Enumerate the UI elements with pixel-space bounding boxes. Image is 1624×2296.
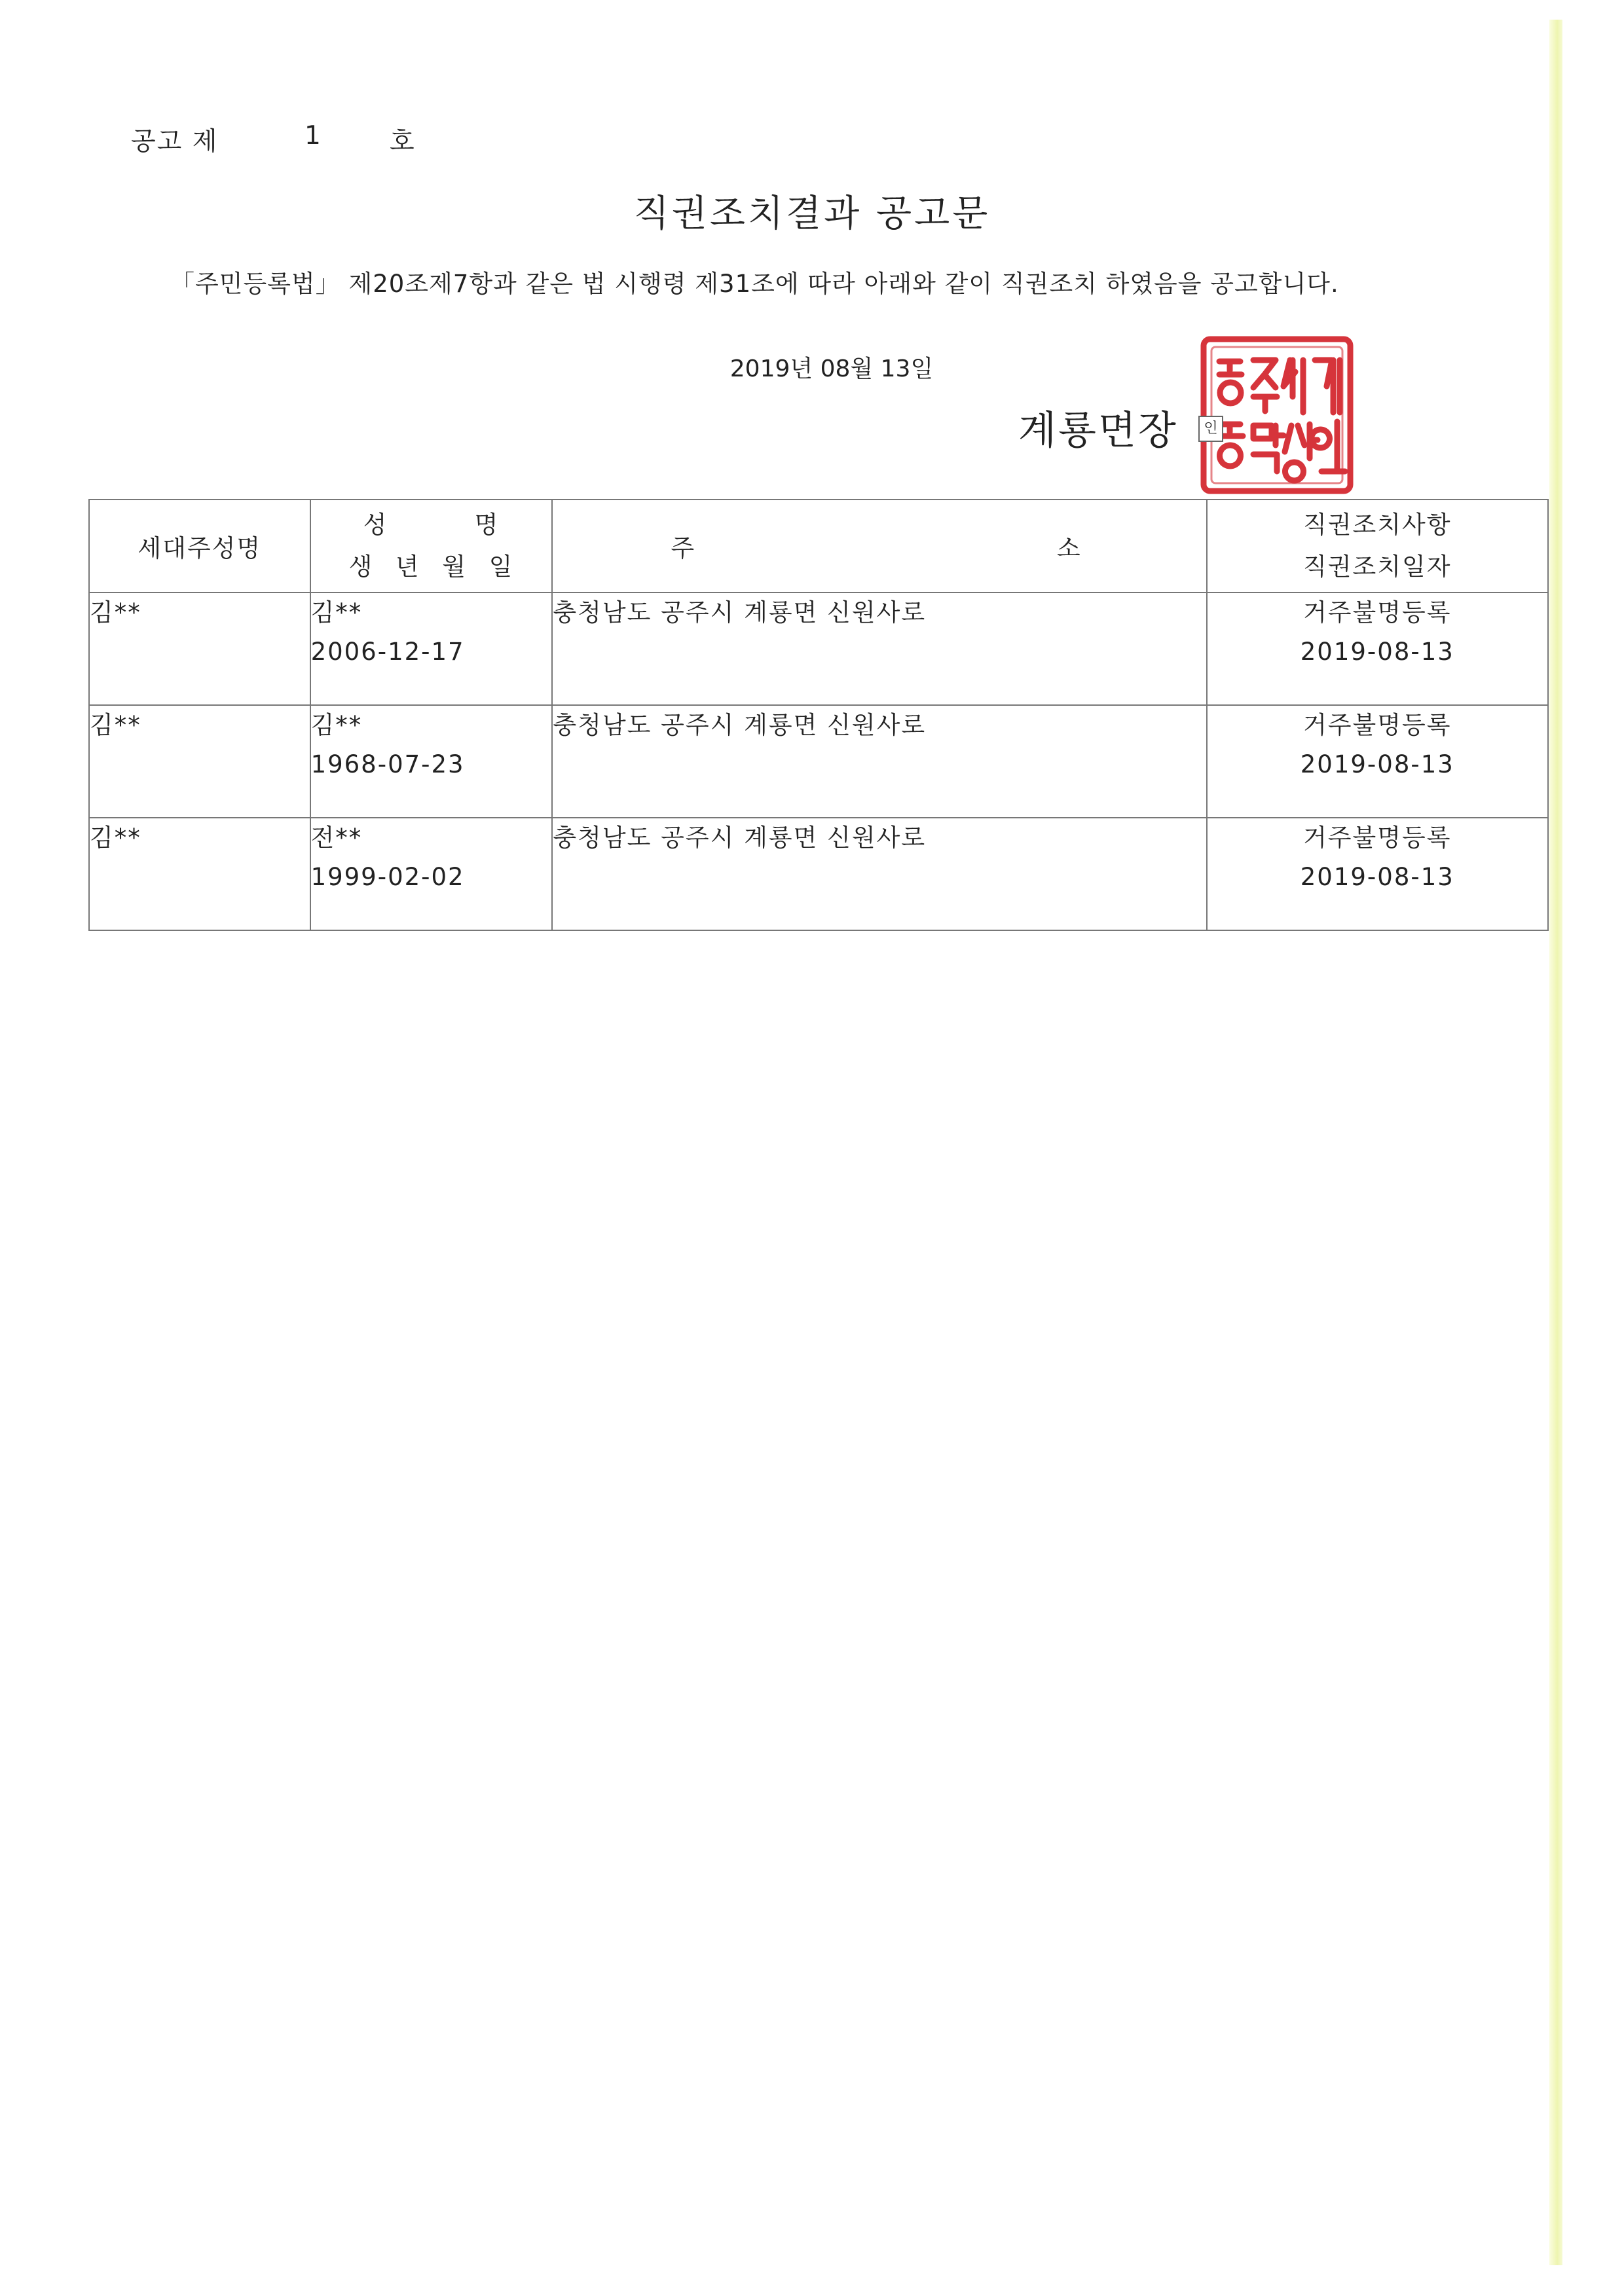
cell-action-type: 거주불명등록 <box>1303 824 1452 852</box>
cell-birth: 1999-02-02 <box>310 863 465 891</box>
cell-action-date: 2019-08-13 <box>1300 638 1454 666</box>
header-name: 성 명 <box>363 511 500 539</box>
cell-householder: 김** <box>89 705 310 818</box>
cell-address: 충청남도 공주시 계룡면 신원사로 <box>552 818 1206 930</box>
cell-address: 충청남도 공주시 계룡면 신원사로 <box>552 592 1206 705</box>
cell-birth: 1968-07-23 <box>310 750 465 778</box>
document-title: 직권조치결과 공고문 <box>633 192 991 235</box>
cell-action-type: 거주불명등록 <box>1303 598 1452 627</box>
signer-title: 계룡면장 <box>1018 408 1178 454</box>
cell-name-birth <box>310 818 553 930</box>
cell-action <box>1207 705 1548 818</box>
header-householder: 세대주성명 <box>89 500 310 592</box>
header-action <box>1207 500 1548 592</box>
notice-number-suffix: 호 <box>390 127 416 156</box>
cell-action <box>1207 592 1548 705</box>
notice-number-value: 1 <box>304 121 322 151</box>
cell-action-type: 거주불명등록 <box>1303 711 1452 739</box>
header-birth: 생 년 월 일 <box>348 553 514 581</box>
table-row <box>89 592 1548 705</box>
header-action-type: 직권조치사항 <box>1303 511 1452 539</box>
header-name-birth <box>310 500 553 592</box>
cell-name: 김** <box>310 598 363 627</box>
cell-name: 김** <box>310 711 363 739</box>
header-action-date: 직권조치일자 <box>1303 553 1452 581</box>
action-results-table <box>88 499 1549 931</box>
cell-action-date: 2019-08-13 <box>1300 863 1454 891</box>
notice-body-text: 「주민등록법」 제20조제7항과 같은 법 시행령 제31조에 따라 아래와 같이 직권조치 하였음을 공고합니다. <box>170 270 1339 298</box>
cell-householder: 김** <box>89 592 310 705</box>
cell-action-date: 2019-08-13 <box>1300 750 1454 778</box>
notice-date: 2019년 08월 13일 <box>729 355 934 382</box>
cell-action <box>1207 818 1548 930</box>
cell-householder: 김** <box>89 818 310 930</box>
cell-address: 충청남도 공주시 계룡면 신원사로 <box>552 705 1206 818</box>
table-row <box>89 705 1548 818</box>
cell-name-birth <box>310 592 553 705</box>
cell-name: 전** <box>310 824 363 852</box>
cell-birth: 2006-12-17 <box>310 638 465 666</box>
header-address: 주 소 <box>552 500 1206 592</box>
table-row <box>89 818 1548 930</box>
cell-name-birth <box>310 705 553 818</box>
notice-number-prefix: 공고 제 <box>131 127 219 156</box>
table-header-row <box>89 500 1548 592</box>
seal-placeholder-mark: 인 <box>1198 416 1223 442</box>
